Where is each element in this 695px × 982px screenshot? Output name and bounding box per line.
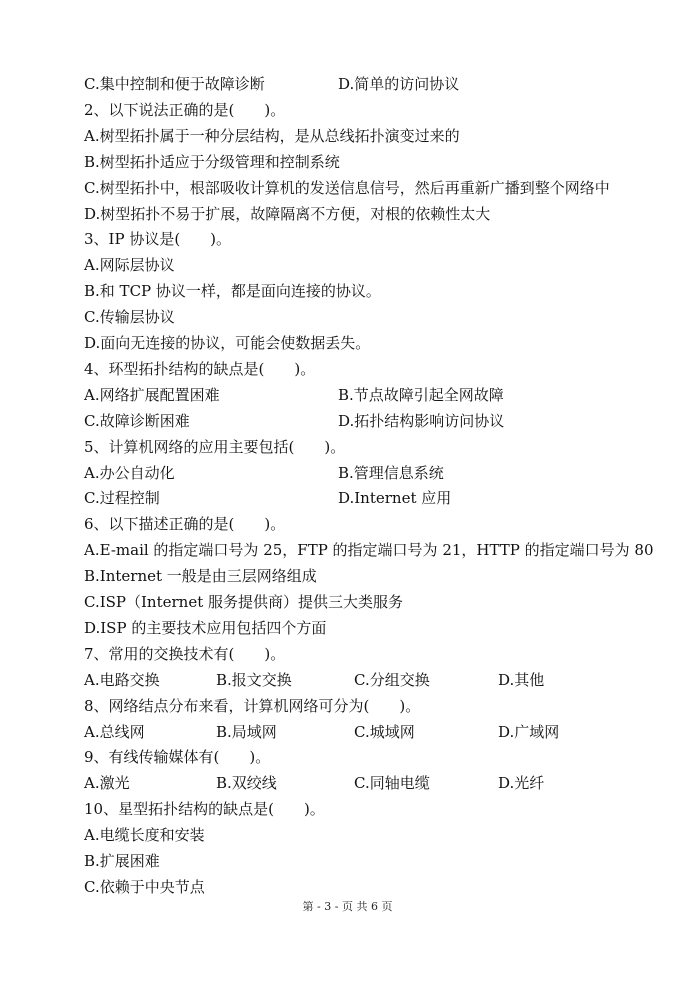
option-row — [84, 71, 460, 97]
question-text: 8、网络结点分布来看，计算机网络可分为( )。 — [84, 696, 421, 715]
question-text: 10、星型拓扑结构的缺点是( )。 — [84, 800, 325, 819]
option-text: C.树型拓扑中，根部吸收计算机的发送信息信号，然后再重新广播到整个网络中 — [84, 178, 610, 197]
option-text: C.城域网 — [354, 722, 415, 741]
option-text: C.ISP（Internet 服务提供商）提供三大类服务 — [84, 593, 404, 611]
option-row — [84, 563, 317, 589]
option-row — [84, 123, 460, 149]
option-text: B.Internet 一般是由三层网络组成 — [84, 567, 317, 586]
option-row — [84, 382, 504, 408]
option-text: B.局域网 — [216, 722, 277, 741]
option-row — [84, 304, 175, 330]
option-row — [84, 874, 205, 900]
question-stem — [84, 796, 325, 822]
option-text: D.简单的访问协议 — [338, 75, 460, 93]
question-stem — [84, 226, 231, 252]
option-row — [84, 770, 545, 796]
option-row — [84, 408, 505, 434]
option-row — [84, 149, 340, 175]
option-text: B.管理信息系统 — [338, 463, 444, 482]
option-text: C.同轴电缆 — [354, 774, 430, 793]
option-text: D.光纤 — [498, 774, 545, 793]
option-text: A.办公自动化 — [84, 463, 175, 482]
option-text: A.电缆长度和安装 — [84, 826, 205, 845]
option-text: D.ISP 的主要技术应用包括四个方面 — [84, 618, 327, 637]
question-text: 3、IP 协议是( )。 — [84, 230, 232, 249]
option-text: A.电路交换 — [84, 670, 160, 689]
option-text: D.Internet 应用 — [338, 489, 452, 508]
option-row — [84, 278, 381, 304]
option-row — [84, 667, 545, 693]
option-row — [84, 719, 560, 745]
question-stem — [84, 744, 270, 770]
question-stem — [84, 693, 420, 719]
option-row — [84, 201, 490, 227]
option-text: B.和 TCP 协议一样，都是面向连接的协议。 — [84, 282, 381, 301]
option-text: C.集中控制和便于故障诊断 — [84, 75, 265, 93]
option-text: B.节点故障引起全网故障 — [338, 385, 504, 404]
option-text: B.报文交换 — [216, 670, 292, 689]
option-text: B.树型拓扑适应于分级管理和控制系统 — [84, 152, 340, 171]
question-text: 5、计算机网络的应用主要包括( )。 — [84, 437, 346, 456]
option-text: C.过程控制 — [84, 489, 160, 508]
option-row — [84, 822, 205, 848]
option-row — [84, 330, 370, 356]
option-text: A.E-mail 的指定端口号为 25，FTP 的指定端口号为 21，HTTP 的指定端口号为 80 — [84, 541, 654, 560]
question-stem — [84, 641, 285, 667]
option-row — [84, 537, 654, 563]
question-text: 7、常用的交换技术有( )。 — [84, 644, 286, 663]
option-text: B.双绞线 — [216, 774, 277, 793]
option-row — [84, 175, 610, 201]
option-text: A.总线网 — [84, 722, 145, 741]
option-text: D.其他 — [498, 670, 545, 689]
question-text: 6、以下描述正确的是( )。 — [84, 515, 286, 534]
option-row — [84, 615, 326, 641]
option-row — [84, 252, 175, 278]
option-text: C.故障诊断困难 — [84, 411, 190, 430]
option-text: C.传输层协议 — [84, 308, 175, 327]
question-stem — [84, 356, 315, 382]
option-row — [84, 485, 452, 511]
option-row — [84, 848, 160, 874]
option-text: A.网际层协议 — [84, 256, 175, 275]
option-row — [84, 460, 444, 486]
option-text: C.依赖于中央节点 — [84, 877, 205, 896]
option-text: A.树型拓扑属于一种分层结构，是从总线拓扑演变过来的 — [84, 126, 460, 145]
option-text: D.拓扑结构影响访问协议 — [338, 411, 505, 430]
option-text: A.网络扩展配置困难 — [84, 385, 220, 404]
option-row — [84, 589, 403, 615]
question-stem — [84, 511, 285, 537]
option-text: C.分组交换 — [354, 670, 430, 689]
page-footer: 第 - 3 - 页 共 6 页 — [302, 900, 393, 913]
question-stem — [84, 97, 285, 123]
question-text: 9、有线传输媒体有( )。 — [84, 748, 271, 767]
option-text: D.广域网 — [498, 722, 560, 741]
option-text: D.树型拓扑不易于扩展，故障隔离不方便，对根的依赖性太大 — [84, 204, 491, 223]
question-text: 2、以下说法正确的是( )。 — [84, 100, 286, 119]
question-text: 4、环型拓扑结构的缺点是( )。 — [84, 359, 316, 378]
option-text: D.面向无连接的协议，可能会使数据丢失。 — [84, 334, 371, 352]
option-text: B.扩展困难 — [84, 852, 160, 870]
option-text: A.激光 — [84, 774, 130, 793]
question-stem — [84, 434, 345, 460]
